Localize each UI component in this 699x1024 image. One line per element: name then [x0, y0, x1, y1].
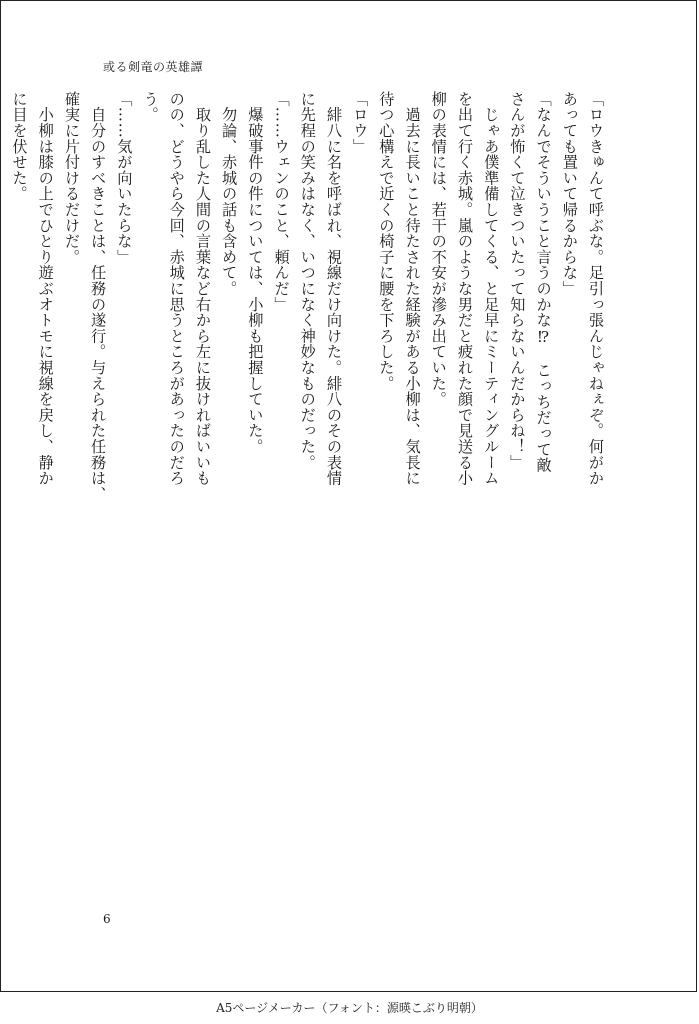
text-line: じゃあ僕準備してくる、と足早にミーティングルーム [482, 91, 501, 486]
text-line: さんが怖くて泣きついたって知らないんだからね！」 [508, 91, 527, 471]
text-line: 「なんでそういうこと言うのかな⁉ こっちだって敵 [534, 91, 553, 473]
text-line: 勿論、赤城の話も含めて。 [220, 91, 239, 297]
footer-caption: A5ページメーカー（フォント：源暎こぶり明朝） [216, 1001, 483, 1015]
body-text [10, 91, 609, 651]
text-line: 待つ心構えで近くの椅子に腰を下ろした。 [377, 91, 396, 392]
text-line: 緋八に名を呼ばれ、視線だけ向けた。緋八のその表情 [324, 91, 343, 486]
text-line: 自分のすべきことは、任務の遂行。与えられた任務は、 [89, 91, 108, 502]
text-line: 「……ウェンのこと、頼んだ」 [272, 91, 291, 313]
text-line: 「……気が向いたらな」 [115, 91, 134, 265]
text-line: のの、どうやら今回、赤城に思うところがあったのだろ [167, 91, 186, 486]
page-number: 6 [103, 912, 111, 926]
text-line: に先程の笑みはなく、いつになく神妙なものだった。 [298, 91, 317, 471]
text-line: 「ロウきゅんて呼ぶな。足引っ張んじゃねぇぞ。何がか [587, 91, 605, 486]
text-line: う。 [141, 91, 160, 123]
text-line: 爆破事件の件については、小柳も把握していた。 [246, 91, 265, 455]
text-line: 過去に長いこと待たされた経験がある小柳は、気長に [403, 91, 422, 486]
text-line: に目を伏せた。 [10, 91, 29, 202]
text-line: あっても置いて帰るからな」 [560, 91, 579, 297]
text-line: 柳の表情には、若干の不安が滲み出ていた。 [429, 91, 448, 407]
text-line: 取り乱した人間の言葉など右から左に抜ければいいも [193, 91, 212, 486]
running-header: 或る剣竜の英雄譚 [103, 60, 204, 74]
text-line: 「ロウ」 [351, 91, 370, 155]
text-line: 確実に片付けるだけだ。 [62, 91, 81, 265]
text-line: 小柳は膝の上でひとり遊ぶオトモに視線を戻し、静か [36, 91, 55, 486]
text-line: を出て行く赤城。嵐のような男だと疲れた顔で見送る小 [455, 91, 474, 486]
